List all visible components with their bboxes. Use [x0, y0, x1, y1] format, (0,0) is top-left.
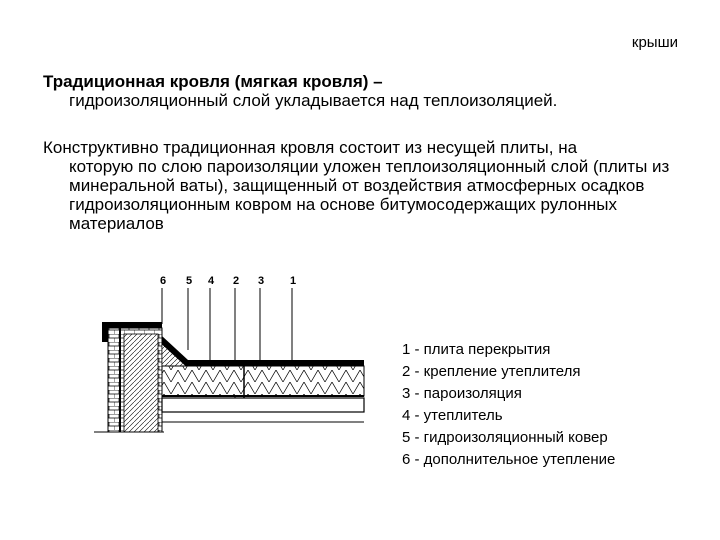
section-label: крыши — [631, 34, 678, 51]
description-paragraph — [43, 138, 683, 233]
callout-4: 4 — [208, 275, 215, 287]
parapet-cap — [102, 322, 162, 328]
legend-item: 6 - дополнительное утепление — [402, 451, 616, 468]
roof-section-diagram — [94, 262, 374, 447]
definition-first-line: Традиционная кровля (мягкая кровля) – — [43, 72, 383, 91]
callout-5: 5 — [186, 275, 193, 287]
definition-paragraph — [43, 72, 683, 110]
waterproofing-upturn — [162, 336, 364, 366]
callout-6: 6 — [160, 275, 167, 287]
description-first-line: Конструктивно традиционная кровля состоит из несущей плиты, на — [43, 138, 578, 157]
legend-item: 5 - гидроизоляционный ковер — [402, 429, 608, 446]
parapet-drip — [102, 322, 108, 342]
callout-1: 1 — [290, 275, 297, 287]
definition-rest: гидроизоляционный слой укладывается над теплоизоляцией. — [69, 91, 558, 110]
description-rest: которую по слою пароизоляции уложен теплоизоляционный слой (плиты из минеральной ваты), защищенный от воздействия атмосферных осадков гидроизоляционным ковром на основе битумосодержащих рулонных материалов — [69, 157, 670, 233]
callout-3: 3 — [258, 275, 265, 287]
additional-insulation — [124, 334, 158, 432]
diagram-legend — [402, 339, 615, 471]
legend-item: 4 - утеплитель — [402, 407, 503, 424]
floor-slab — [162, 398, 364, 412]
legend-item: 3 - пароизоляция — [402, 385, 522, 402]
legend-item: 1 - плита перекрытия — [402, 341, 551, 358]
callout-2: 2 — [233, 275, 240, 287]
mineral-wool-insulation — [162, 366, 364, 396]
legend-item: 2 - крепление утеплителя — [402, 363, 581, 380]
